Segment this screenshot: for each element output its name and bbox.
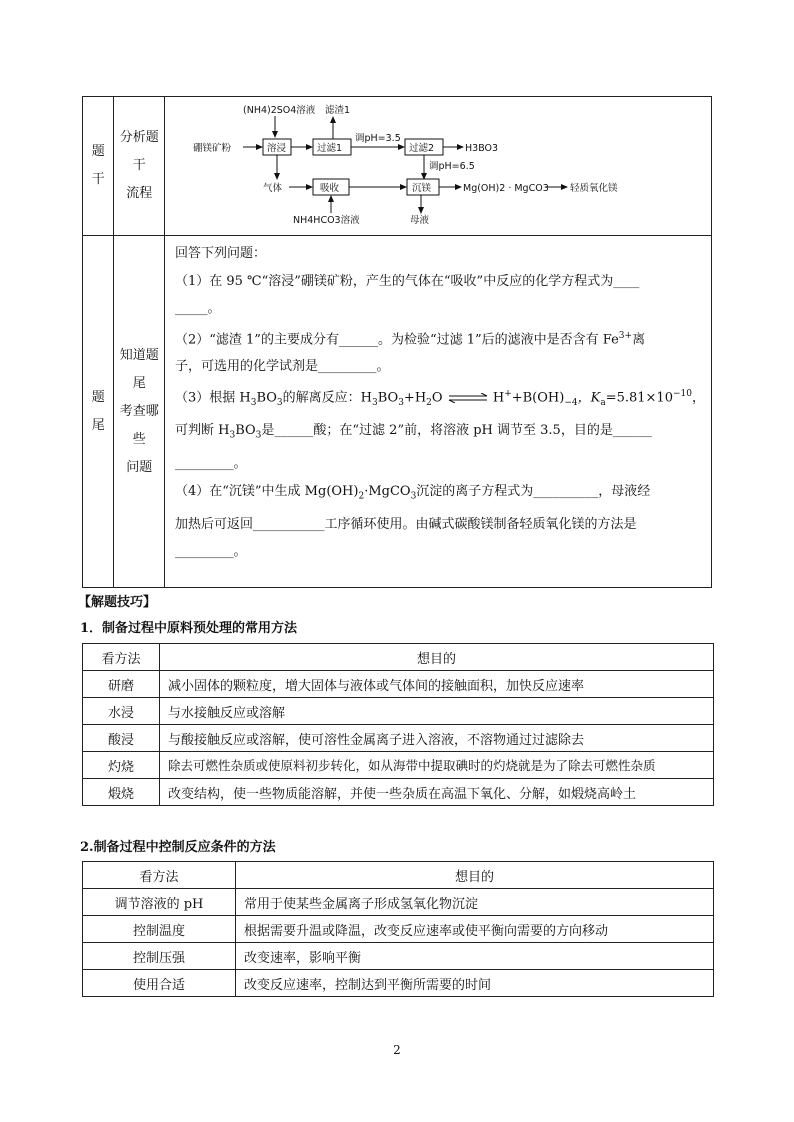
stem-task-line-1: 分析题干 (119, 130, 159, 173)
pretreatment-header-purpose: 想目的 (160, 644, 714, 671)
question-1-line-2: _____。 (174, 301, 221, 316)
adjust-ph-3-5: 调pH=3.5 (354, 133, 401, 144)
q3b-t1: 可判断 H (174, 423, 230, 439)
table-row (83, 698, 714, 725)
question-3-line-1 (175, 381, 705, 417)
tail-task-line-1: 知道题尾 (119, 347, 159, 391)
filter1-label: 过滤1 (316, 143, 343, 154)
stem-row (83, 97, 712, 236)
page-number: 2 (393, 1043, 401, 1057)
questions-intro: 回答下列问题： (174, 246, 266, 261)
q2-text-end: 离 (632, 331, 646, 347)
pretreatment-table (82, 643, 714, 806)
tail-label-char-1: 题 (91, 389, 105, 405)
tail-task-line-2: 考查哪些 (119, 403, 159, 447)
q2-text: （2）“滤渣 1”的主要成分有______。为检验“过滤 1”后的滤液中是否含有 Fe (174, 331, 619, 347)
table-row (83, 943, 714, 970)
feed-label: 硼镁矿粉 (192, 143, 231, 154)
method-cell: 煅烧 (83, 779, 160, 806)
method-cell: 控制温度 (83, 916, 236, 943)
question-row (83, 236, 712, 588)
purpose-cell: 与酸接触反应或溶解，使可溶性金属离子进入溶液，不溶物通过过滤除去 (160, 725, 714, 752)
purpose-cell: 除去可燃性杂质或使原料初步转化，如从海带中提取碘时的灼烧就是为了除去可燃性杂质 (160, 752, 714, 779)
q3-s1: 3 (250, 397, 257, 408)
pretreatment-header-method: 看方法 (83, 644, 160, 671)
table-row (83, 970, 714, 997)
table-row (83, 916, 714, 943)
stem-label-char-1: 题 (91, 144, 105, 159)
pretreatment-header-row (83, 644, 714, 671)
q3-p1: + (504, 388, 512, 399)
q3-t5: +H (403, 390, 427, 406)
adjust-ph-6-5: 调pH=6.5 (428, 161, 475, 172)
conditions-table (82, 861, 714, 997)
purpose-cell: 与水接触反应或溶解 (160, 698, 714, 725)
table-row (83, 671, 714, 698)
q4-t3: 沉淀的离子方程式为__________，母液经 (416, 483, 651, 499)
question-4-line-3: _________。 (174, 544, 247, 560)
purpose-cell: 改变结构，使一些物质能溶解，并使一些杂质在高温下氧化、分解，如煅烧高岭土 (160, 779, 714, 806)
method-cell: 控制压强 (83, 943, 236, 970)
q3-t1: （3）根据 H (174, 390, 251, 406)
method-cell: 研磨 (83, 671, 160, 698)
tail-task-line-3: 问题 (126, 459, 153, 475)
light-mgo-product: 轻质氧化镁 (569, 183, 618, 194)
question-3-line-3: _________。 (174, 456, 247, 472)
q3-t2: BO (256, 390, 277, 406)
analysis-table (82, 96, 712, 588)
questions-cell (164, 236, 711, 588)
method-cell: 使用合适 (83, 970, 236, 997)
conditions-header-purpose: 想目的 (236, 862, 714, 889)
conditions-header-method: 看方法 (83, 862, 236, 889)
q4-s1: 2 (358, 491, 365, 502)
question-2-line-1 (175, 323, 705, 354)
question-2-line-2: 子，可选用的化学试剂是_________。 (174, 359, 390, 375)
q3-t3: 的解离反应：H (282, 390, 372, 406)
stem-label (83, 97, 114, 236)
q3-s3: 3 (372, 397, 378, 408)
purpose-cell: 根据需要升温或降温，改变反应速率或使平衡向需要的方向移动 (236, 916, 714, 943)
q3-t10: =5.81×10 (605, 390, 673, 406)
section-2-title: 2.制备过程中控制反应条件的方法 (80, 840, 276, 855)
q2-superscript: 3+ (618, 330, 633, 341)
stem-label-char-2: 干 (91, 172, 105, 187)
question-4-line-2: 加热后可返回___________工序循环使用。由碱式碳酸镁制备轻质氧化镁的方法是 (174, 516, 637, 532)
table-row (83, 752, 714, 779)
dissolve-label: 溶浸 (266, 143, 286, 154)
tail-label (83, 236, 114, 588)
q3-t9: ，K (577, 390, 601, 406)
stem-task-line-2: 流程 (126, 186, 153, 201)
question-3-line-2 (175, 417, 705, 450)
method-cell: 灼烧 (83, 752, 160, 779)
q3-t11: ， (691, 390, 705, 406)
boric-acid-product: H3BO3 (464, 143, 499, 154)
purpose-cell: 改变反应速率，控制达到平衡所需要的时间 (236, 970, 714, 997)
q3b-s2: 3 (255, 430, 262, 441)
section-1-title: 1．制备过程中原料预处理的常用方法 (80, 621, 298, 636)
reagent-ammonium-bicarbonate: NH4HCO3溶液 (292, 215, 360, 226)
process-flow-diagram (165, 99, 671, 233)
q3-s2: 3 (276, 397, 283, 408)
method-cell: 酸浸 (83, 725, 160, 752)
reagent-ammonium-sulfate: (NH4)2SO4溶液 (242, 105, 316, 116)
purpose-cell: 减小固体的颗粒度，增大固体与液体或气体间的接触面积，加快反应速率 (160, 671, 714, 698)
precip-label: 沉镁 (411, 183, 431, 194)
method-cell: 水浸 (83, 698, 160, 725)
q4-t1: （4）在“沉镁”中生成 Mg(OH) (174, 483, 359, 499)
purpose-cell: 改变速率，影响平衡 (236, 943, 714, 970)
mother-liquor-label: 母液 (409, 215, 429, 226)
basic-carbonate-product: Mg(OH)2 · MgCO3 (462, 183, 549, 194)
q3-t8: +B(OH) (511, 390, 565, 406)
filter2-label: 过滤2 (408, 143, 435, 154)
stem-task (114, 97, 165, 236)
q3-s6: −4 (564, 397, 578, 408)
gas-label: 气体 (262, 183, 282, 194)
q3b-t3: 是______酸；在“过滤 2”前，将溶液 pH 调节至 3.5，目的是______ (261, 423, 652, 439)
equilibrium-arrow-icon (447, 393, 489, 403)
table-row (83, 779, 714, 806)
q4-s2: 3 (410, 491, 417, 502)
q3-t6: O (431, 390, 443, 406)
q3b-t2: BO (235, 423, 256, 439)
flow-diagram-cell (164, 97, 711, 236)
table-row (83, 889, 714, 916)
tips-heading: 【解题技巧】 (78, 595, 157, 610)
q3-s4: 3 (398, 397, 404, 408)
question-4-line-1 (175, 478, 705, 511)
tail-task (114, 236, 165, 588)
q3b-s1: 3 (229, 430, 236, 441)
q3-s5: 2 (426, 397, 432, 408)
q3-p2: −10 (672, 388, 692, 399)
conditions-header-row (83, 862, 714, 889)
q3-t4: BO (377, 390, 399, 406)
tail-label-char-2: 尾 (91, 417, 105, 433)
q4-t2: ·MgCO (364, 483, 411, 499)
question-1-line-1: （1）在 95 ℃“溶浸”硼镁矿粉，产生的气体在“吸收”中反应的化学方程式为____ (174, 273, 640, 289)
purpose-cell: 常用于使某些金属离子形成氢氧化物沉淀 (236, 889, 714, 916)
table-row (83, 725, 714, 752)
absorb-label: 吸收 (319, 183, 339, 194)
residue-1-label: 滤渣1 (324, 105, 351, 116)
q3-t7: H (492, 390, 505, 406)
q3-s7: a (600, 397, 606, 408)
method-cell: 调节溶液的 pH (83, 889, 236, 916)
